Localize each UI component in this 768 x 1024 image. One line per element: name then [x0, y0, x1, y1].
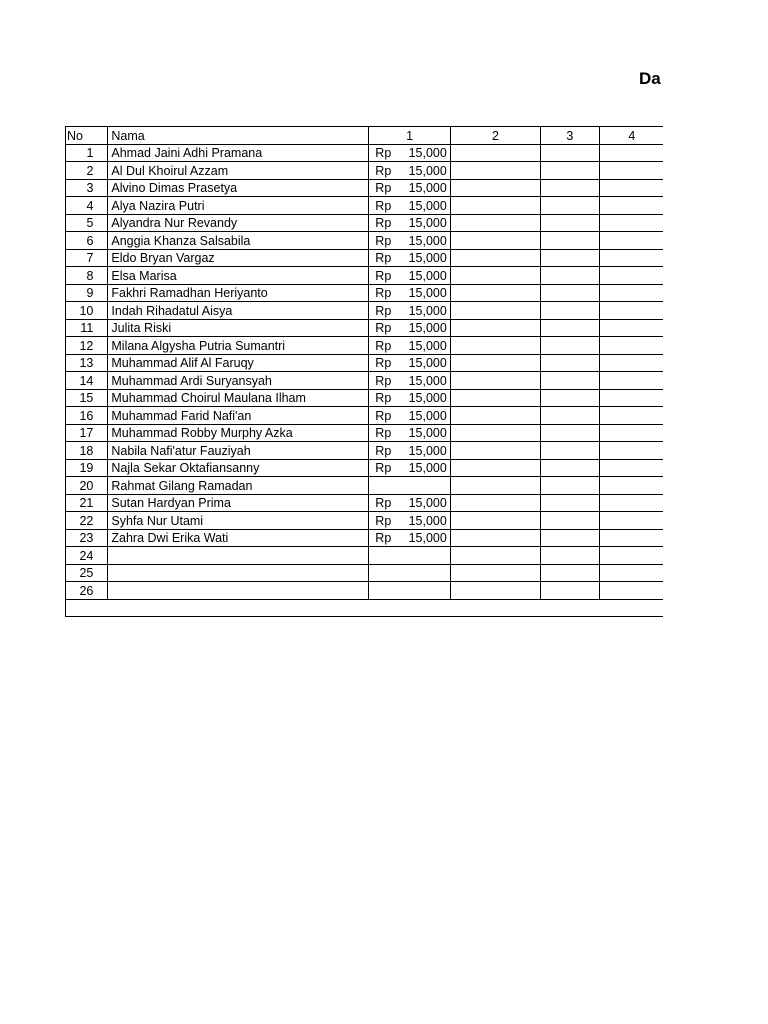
table-row [66, 424, 664, 442]
currency-label: Rp [375, 531, 392, 545]
payment-cell-4[interactable] [599, 512, 663, 530]
amount-value: 15,000 [408, 443, 447, 458]
payment-cell-1[interactable] [369, 424, 451, 442]
table-row [66, 564, 664, 582]
payment-cell-3[interactable] [541, 564, 600, 582]
payment-cell-4[interactable] [599, 144, 663, 162]
payment-cell-3[interactable] [541, 582, 600, 600]
currency-label: Rp [375, 496, 392, 510]
row-number-cell[interactable]: 5 [66, 214, 108, 232]
student-name-cell[interactable]: Rahmat Gilang Ramadan [108, 477, 369, 495]
currency-label: Rp [375, 443, 392, 458]
table-row [66, 494, 664, 512]
row-number-cell[interactable]: 20 [66, 477, 108, 495]
amount-value: 15,000 [408, 338, 447, 353]
page-title: Da [639, 69, 661, 88]
student-name-cell[interactable]: Muhammad Ardi Suryansyah [108, 372, 369, 390]
table-row [66, 337, 664, 355]
table-row [66, 319, 664, 337]
payment-cell-3[interactable] [541, 319, 600, 337]
payment-cell-1[interactable] [369, 197, 451, 215]
amount-value: 15,000 [408, 373, 447, 388]
amount-value: 15,000 [408, 321, 447, 335]
payment-cell-1[interactable] [369, 162, 451, 180]
amount-value: 15,000 [408, 251, 447, 265]
payment-cell-3[interactable] [541, 442, 600, 460]
header-name[interactable]: Nama [108, 127, 369, 145]
payment-cell-4[interactable] [599, 284, 663, 302]
table-row [66, 162, 664, 180]
payment-cell-3[interactable] [541, 249, 600, 267]
payment-cell-3[interactable] [541, 337, 600, 355]
payment-cell-3[interactable] [541, 512, 600, 530]
payment-cell-2[interactable] [450, 337, 540, 355]
payment-cell-3[interactable] [541, 214, 600, 232]
payment-cell-3[interactable] [541, 162, 600, 180]
row-number-cell[interactable]: 24 [66, 547, 108, 565]
header-no[interactable]: No [66, 127, 108, 145]
row-number-cell[interactable]: 10 [66, 302, 108, 320]
table-row [66, 442, 664, 460]
amount-value: 15,000 [408, 426, 447, 440]
table-row [66, 389, 664, 407]
student-name-cell[interactable]: Syhfa Nur Utami [108, 512, 369, 530]
table-row [66, 512, 664, 530]
amount-value: 15,000 [408, 461, 447, 475]
student-name-cell[interactable] [108, 547, 369, 565]
payment-cell-4[interactable] [599, 337, 663, 355]
payment-cell-2[interactable] [450, 267, 540, 285]
row-number-cell[interactable]: 12 [66, 337, 108, 355]
table-row [66, 354, 664, 372]
row-number-cell[interactable]: 13 [66, 354, 108, 372]
amount-value: 15,000 [408, 496, 447, 510]
currency-label: Rp [375, 461, 392, 475]
row-number-cell[interactable]: 23 [66, 529, 108, 547]
row-number-cell[interactable]: 3 [66, 179, 108, 197]
payment-cell-1[interactable] [369, 529, 451, 547]
row-number-cell[interactable]: 6 [66, 232, 108, 250]
payment-cell-1[interactable] [369, 477, 451, 495]
payment-cell-1[interactable] [369, 494, 451, 512]
student-name-cell[interactable]: Al Dul Khoirul Azzam [108, 162, 369, 180]
currency-label: Rp [375, 303, 392, 318]
table-body [66, 144, 664, 599]
payment-cell-2[interactable] [450, 197, 540, 215]
student-name-cell[interactable]: Alyandra Nur Revandy [108, 214, 369, 232]
table-row [66, 197, 664, 215]
row-number-cell[interactable]: 4 [66, 197, 108, 215]
amount-value: 15,000 [408, 513, 447, 528]
currency-label: Rp [375, 163, 392, 178]
row-number-cell[interactable]: 19 [66, 459, 108, 477]
payment-cell-4[interactable] [599, 547, 663, 565]
payment-cell-4[interactable] [599, 477, 663, 495]
table-row [66, 284, 664, 302]
payment-cell-4[interactable] [599, 424, 663, 442]
row-number-cell[interactable]: 14 [66, 372, 108, 390]
payment-cell-3[interactable] [541, 179, 600, 197]
header-col-3[interactable]: 3 [541, 127, 600, 145]
payment-cell-3[interactable] [541, 494, 600, 512]
payment-cell-1[interactable] [369, 179, 451, 197]
payment-cell-2[interactable] [450, 564, 540, 582]
student-name-cell[interactable]: Alvino Dimas Prasetya [108, 179, 369, 197]
table-row [66, 267, 664, 285]
payment-cell-2[interactable] [450, 214, 540, 232]
payment-cell-3[interactable] [541, 477, 600, 495]
currency-label: Rp [375, 268, 392, 283]
amount-value: 15,000 [408, 198, 447, 213]
payment-cell-2[interactable] [450, 547, 540, 565]
payment-cell-3[interactable] [541, 407, 600, 425]
amount-value: 15,000 [408, 391, 447, 405]
payment-cell-3[interactable] [541, 284, 600, 302]
payment-cell-2[interactable] [450, 302, 540, 320]
payment-table [65, 126, 663, 617]
currency-label: Rp [375, 391, 392, 405]
payment-cell-1[interactable] [369, 232, 451, 250]
table-row [66, 144, 664, 162]
row-number-cell[interactable]: 18 [66, 442, 108, 460]
currency-label: Rp [375, 198, 392, 213]
payment-cell-1[interactable] [369, 407, 451, 425]
payment-cell-4[interactable] [599, 494, 663, 512]
payment-cell-4[interactable] [599, 214, 663, 232]
payment-cell-4[interactable] [599, 442, 663, 460]
currency-label: Rp [375, 181, 392, 195]
student-name-cell[interactable]: Elsa Marisa [108, 267, 369, 285]
student-name-cell[interactable]: Alya Nazira Putri [108, 197, 369, 215]
row-number-cell[interactable]: 8 [66, 267, 108, 285]
currency-label: Rp [375, 146, 392, 160]
student-name-cell[interactable] [108, 564, 369, 582]
row-number-cell[interactable]: 1 [66, 144, 108, 162]
payment-cell-2[interactable] [450, 144, 540, 162]
table-row [66, 372, 664, 390]
row-number-cell[interactable]: 21 [66, 494, 108, 512]
payment-cell-4[interactable] [599, 249, 663, 267]
payment-cell-2[interactable] [450, 494, 540, 512]
row-number-cell[interactable]: 22 [66, 512, 108, 530]
payment-cell-4[interactable] [599, 319, 663, 337]
student-name-cell[interactable]: Muhammad Robby Murphy Azka [108, 424, 369, 442]
payment-cell-1[interactable] [369, 459, 451, 477]
payment-cell-1[interactable] [369, 302, 451, 320]
payment-cell-2[interactable] [450, 372, 540, 390]
payment-cell-2[interactable] [450, 319, 540, 337]
student-name-cell[interactable]: Zahra Dwi Erika Wati [108, 529, 369, 547]
table-row [66, 407, 664, 425]
student-name-cell[interactable]: Ahmad Jaini Adhi Pramana [108, 144, 369, 162]
payment-cell-2[interactable] [450, 232, 540, 250]
payment-cell-2[interactable] [450, 284, 540, 302]
currency-label: Rp [375, 408, 392, 423]
payment-cell-4[interactable] [599, 529, 663, 547]
row-number-cell[interactable]: 9 [66, 284, 108, 302]
payment-cell-1[interactable] [369, 512, 451, 530]
amount-value: 15,000 [408, 356, 447, 370]
header-col-1[interactable]: 1 [369, 127, 451, 145]
student-name-cell[interactable]: Anggia Khanza Salsabila [108, 232, 369, 250]
currency-label: Rp [375, 233, 392, 248]
student-name-cell[interactable]: Indah Rihadatul Aisya [108, 302, 369, 320]
payment-cell-1[interactable] [369, 284, 451, 302]
payment-cell-2[interactable] [450, 442, 540, 460]
footer-row [66, 599, 664, 617]
payment-cell-2[interactable] [450, 249, 540, 267]
row-number-cell[interactable]: 11 [66, 319, 108, 337]
payment-cell-2[interactable] [450, 389, 540, 407]
student-name-cell[interactable]: Milana Algysha Putria Sumantri [108, 337, 369, 355]
payment-cell-4[interactable] [599, 407, 663, 425]
payment-cell-3[interactable] [541, 424, 600, 442]
payment-cell-4[interactable] [599, 372, 663, 390]
payment-cell-3[interactable] [541, 144, 600, 162]
payment-cell-1[interactable] [369, 582, 451, 600]
table-row [66, 179, 664, 197]
payment-cell-1[interactable] [369, 337, 451, 355]
payment-cell-1[interactable] [369, 214, 451, 232]
payment-cell-2[interactable] [450, 424, 540, 442]
student-name-cell[interactable]: Nabila Nafi'atur Fauziyah [108, 442, 369, 460]
row-number-cell[interactable]: 15 [66, 389, 108, 407]
payment-cell-4[interactable] [599, 459, 663, 477]
payment-cell-1[interactable] [369, 442, 451, 460]
header-row [66, 127, 664, 145]
payment-cell-2[interactable] [450, 162, 540, 180]
payment-cell-4[interactable] [599, 162, 663, 180]
payment-cell-3[interactable] [541, 389, 600, 407]
amount-value: 15,000 [408, 181, 447, 195]
payment-cell-2[interactable] [450, 459, 540, 477]
row-number-cell[interactable]: 25 [66, 564, 108, 582]
currency-label: Rp [375, 286, 392, 300]
payment-cell-1[interactable] [369, 267, 451, 285]
row-number-cell[interactable]: 7 [66, 249, 108, 267]
payment-cell-4[interactable] [599, 582, 663, 600]
row-number-cell[interactable]: 26 [66, 582, 108, 600]
table-row [66, 459, 664, 477]
payment-cell-2[interactable] [450, 407, 540, 425]
student-name-cell[interactable]: Fakhri Ramadhan Heriyanto [108, 284, 369, 302]
footer-cell[interactable] [66, 599, 664, 617]
payment-cell-4[interactable] [599, 267, 663, 285]
payment-cell-3[interactable] [541, 232, 600, 250]
payment-cell-3[interactable] [541, 354, 600, 372]
payment-cell-2[interactable] [450, 477, 540, 495]
payment-sheet [65, 126, 663, 617]
student-name-cell[interactable] [108, 582, 369, 600]
currency-label: Rp [375, 321, 392, 335]
amount-value: 15,000 [408, 408, 447, 423]
payment-cell-3[interactable] [541, 372, 600, 390]
payment-cell-4[interactable] [599, 389, 663, 407]
header-col-4[interactable]: 4 [599, 127, 663, 145]
table-row [66, 477, 664, 495]
payment-cell-1[interactable] [369, 319, 451, 337]
payment-cell-1[interactable] [369, 354, 451, 372]
table-row [66, 529, 664, 547]
payment-cell-4[interactable] [599, 197, 663, 215]
amount-value: 15,000 [408, 146, 447, 160]
payment-cell-3[interactable] [541, 267, 600, 285]
student-name-cell[interactable]: Muhammad Farid Nafi'an [108, 407, 369, 425]
student-name-cell[interactable]: Julita Riski [108, 319, 369, 337]
student-name-cell[interactable]: Muhammad Alif Al Faruqy [108, 354, 369, 372]
payment-cell-2[interactable] [450, 582, 540, 600]
payment-cell-4[interactable] [599, 232, 663, 250]
amount-value: 15,000 [408, 216, 447, 230]
payment-cell-2[interactable] [450, 354, 540, 372]
currency-label: Rp [375, 338, 392, 353]
header-col-2[interactable]: 2 [450, 127, 540, 145]
payment-cell-1[interactable] [369, 389, 451, 407]
payment-cell-3[interactable] [541, 197, 600, 215]
payment-cell-2[interactable] [450, 512, 540, 530]
amount-value: 15,000 [408, 286, 447, 300]
amount-value: 15,000 [408, 531, 447, 545]
currency-label: Rp [375, 356, 392, 370]
table-row [66, 547, 664, 565]
currency-label: Rp [375, 216, 392, 230]
payment-cell-4[interactable] [599, 179, 663, 197]
payment-cell-3[interactable] [541, 547, 600, 565]
payment-cell-2[interactable] [450, 529, 540, 547]
currency-label: Rp [375, 513, 392, 528]
row-number-cell[interactable]: 16 [66, 407, 108, 425]
payment-cell-4[interactable] [599, 354, 663, 372]
payment-cell-1[interactable] [369, 564, 451, 582]
student-name-cell[interactable]: Eldo Bryan Vargaz [108, 249, 369, 267]
amount-value: 15,000 [408, 268, 447, 283]
payment-cell-1[interactable] [369, 372, 451, 390]
payment-cell-4[interactable] [599, 302, 663, 320]
table-row [66, 232, 664, 250]
student-name-cell[interactable]: Muhammad Choirul Maulana Ilham [108, 389, 369, 407]
table-row [66, 214, 664, 232]
table-row [66, 582, 664, 600]
student-name-cell[interactable]: Najla Sekar Oktafiansanny [108, 459, 369, 477]
payment-cell-1[interactable] [369, 249, 451, 267]
row-number-cell[interactable]: 2 [66, 162, 108, 180]
payment-cell-3[interactable] [541, 529, 600, 547]
payment-cell-1[interactable] [369, 144, 451, 162]
amount-value: 15,000 [408, 163, 447, 178]
student-name-cell[interactable]: Sutan Hardyan Prima [108, 494, 369, 512]
payment-cell-3[interactable] [541, 459, 600, 477]
currency-label: Rp [375, 251, 392, 265]
currency-label: Rp [375, 426, 392, 440]
payment-cell-2[interactable] [450, 179, 540, 197]
amount-value: 15,000 [408, 303, 447, 318]
payment-cell-3[interactable] [541, 302, 600, 320]
table-row [66, 302, 664, 320]
payment-cell-4[interactable] [599, 564, 663, 582]
payment-cell-1[interactable] [369, 547, 451, 565]
amount-value: 15,000 [408, 233, 447, 248]
table-row [66, 249, 664, 267]
row-number-cell[interactable]: 17 [66, 424, 108, 442]
currency-label: Rp [375, 373, 392, 388]
